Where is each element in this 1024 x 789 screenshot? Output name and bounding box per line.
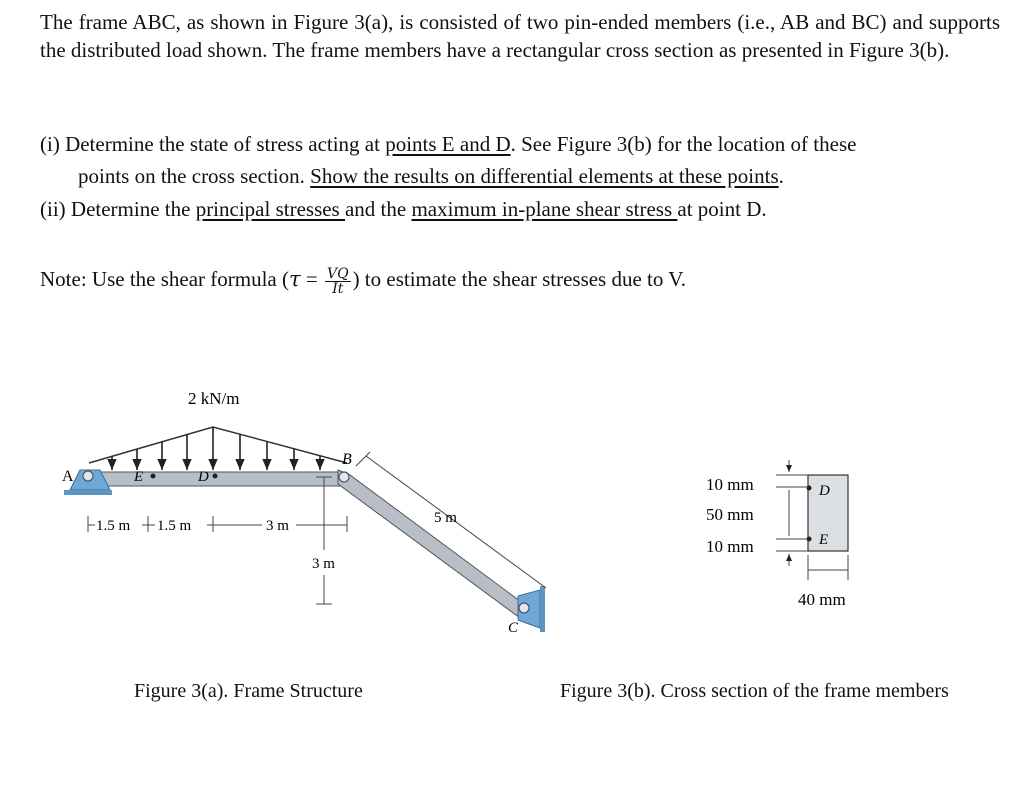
cs-label-e: E bbox=[819, 532, 829, 548]
dim-3v: 3 m bbox=[312, 556, 335, 572]
b-leader bbox=[356, 452, 370, 466]
note-eq: = bbox=[300, 267, 323, 291]
q2-underline-shear: maximum in-plane shear stress bbox=[411, 197, 678, 221]
q1-underline-points: points E and D bbox=[385, 132, 511, 156]
dot-e bbox=[151, 474, 156, 479]
label-d: D bbox=[198, 469, 209, 485]
pin-b bbox=[339, 472, 349, 482]
q2-text-b: and the bbox=[344, 197, 412, 221]
dim-1-5a: 1.5 m bbox=[96, 518, 131, 534]
problem-intro: The frame ABC, as shown in Figure 3(a), is consisted of two pin-ended members (i.e., AB and BC) and supports the distributed load shown. The frame members have a rectangular cross section as presented in Figure 3(b). bbox=[40, 10, 1000, 62]
pin-c bbox=[519, 603, 529, 613]
cs-dot-d bbox=[807, 486, 812, 491]
load-envelope bbox=[89, 427, 347, 463]
label-a: A bbox=[62, 468, 74, 485]
cs-label-d: D bbox=[819, 483, 830, 499]
dim-3h: 3 m bbox=[266, 518, 289, 534]
note-suffix: ) to estimate the shear stresses due to V. bbox=[352, 267, 686, 291]
member-bc bbox=[338, 470, 532, 618]
support-c-wall bbox=[540, 586, 545, 632]
dot-d bbox=[213, 474, 218, 479]
cs-dim-top: 10 mm bbox=[706, 475, 754, 494]
load-label: 2 kN/m bbox=[188, 389, 240, 408]
dim-5: 5 m bbox=[434, 510, 457, 526]
pin-a bbox=[83, 471, 93, 481]
note-prefix: Note: Use the shear formula ( bbox=[40, 267, 289, 291]
cs-dim-bot: 10 mm bbox=[706, 537, 754, 556]
member-ab bbox=[88, 472, 350, 486]
dim-1-5b: 1.5 m bbox=[157, 518, 192, 534]
note-denominator: It bbox=[332, 280, 344, 297]
note-tau: τ bbox=[289, 267, 301, 291]
q2-text-c: at point D. bbox=[677, 197, 767, 221]
label-c: C bbox=[508, 620, 519, 636]
label-e: E bbox=[134, 469, 144, 485]
q2-underline-principal: principal stresses bbox=[195, 197, 345, 221]
q1-text-b: . See Figure 3(b) for the location of these bbox=[510, 132, 857, 156]
caption-figure-3a: Figure 3(a). Frame Structure bbox=[134, 680, 363, 702]
figure-3b bbox=[706, 460, 848, 609]
dim-vertical bbox=[316, 477, 332, 604]
label-b: B bbox=[342, 451, 352, 468]
load-arrows bbox=[112, 427, 320, 470]
caption-figure-3b: Figure 3(b). Cross section of the frame members bbox=[560, 680, 949, 702]
cs-dim-mid: 50 mm bbox=[706, 505, 754, 524]
cs-dim-width: 40 mm bbox=[798, 590, 846, 609]
support-a-base bbox=[64, 490, 112, 495]
q1-underline-show: Show the results on differential elements at these points bbox=[310, 164, 779, 188]
q1-text-d: . bbox=[778, 164, 784, 188]
q1-text-c: points on the cross section. bbox=[78, 164, 311, 188]
q2-text-a: (ii) Determine the bbox=[40, 197, 196, 221]
q1-text-a: (i) Determine the state of stress acting at bbox=[40, 132, 386, 156]
figure-3a bbox=[62, 389, 546, 636]
note-numerator: VQ bbox=[326, 265, 349, 282]
